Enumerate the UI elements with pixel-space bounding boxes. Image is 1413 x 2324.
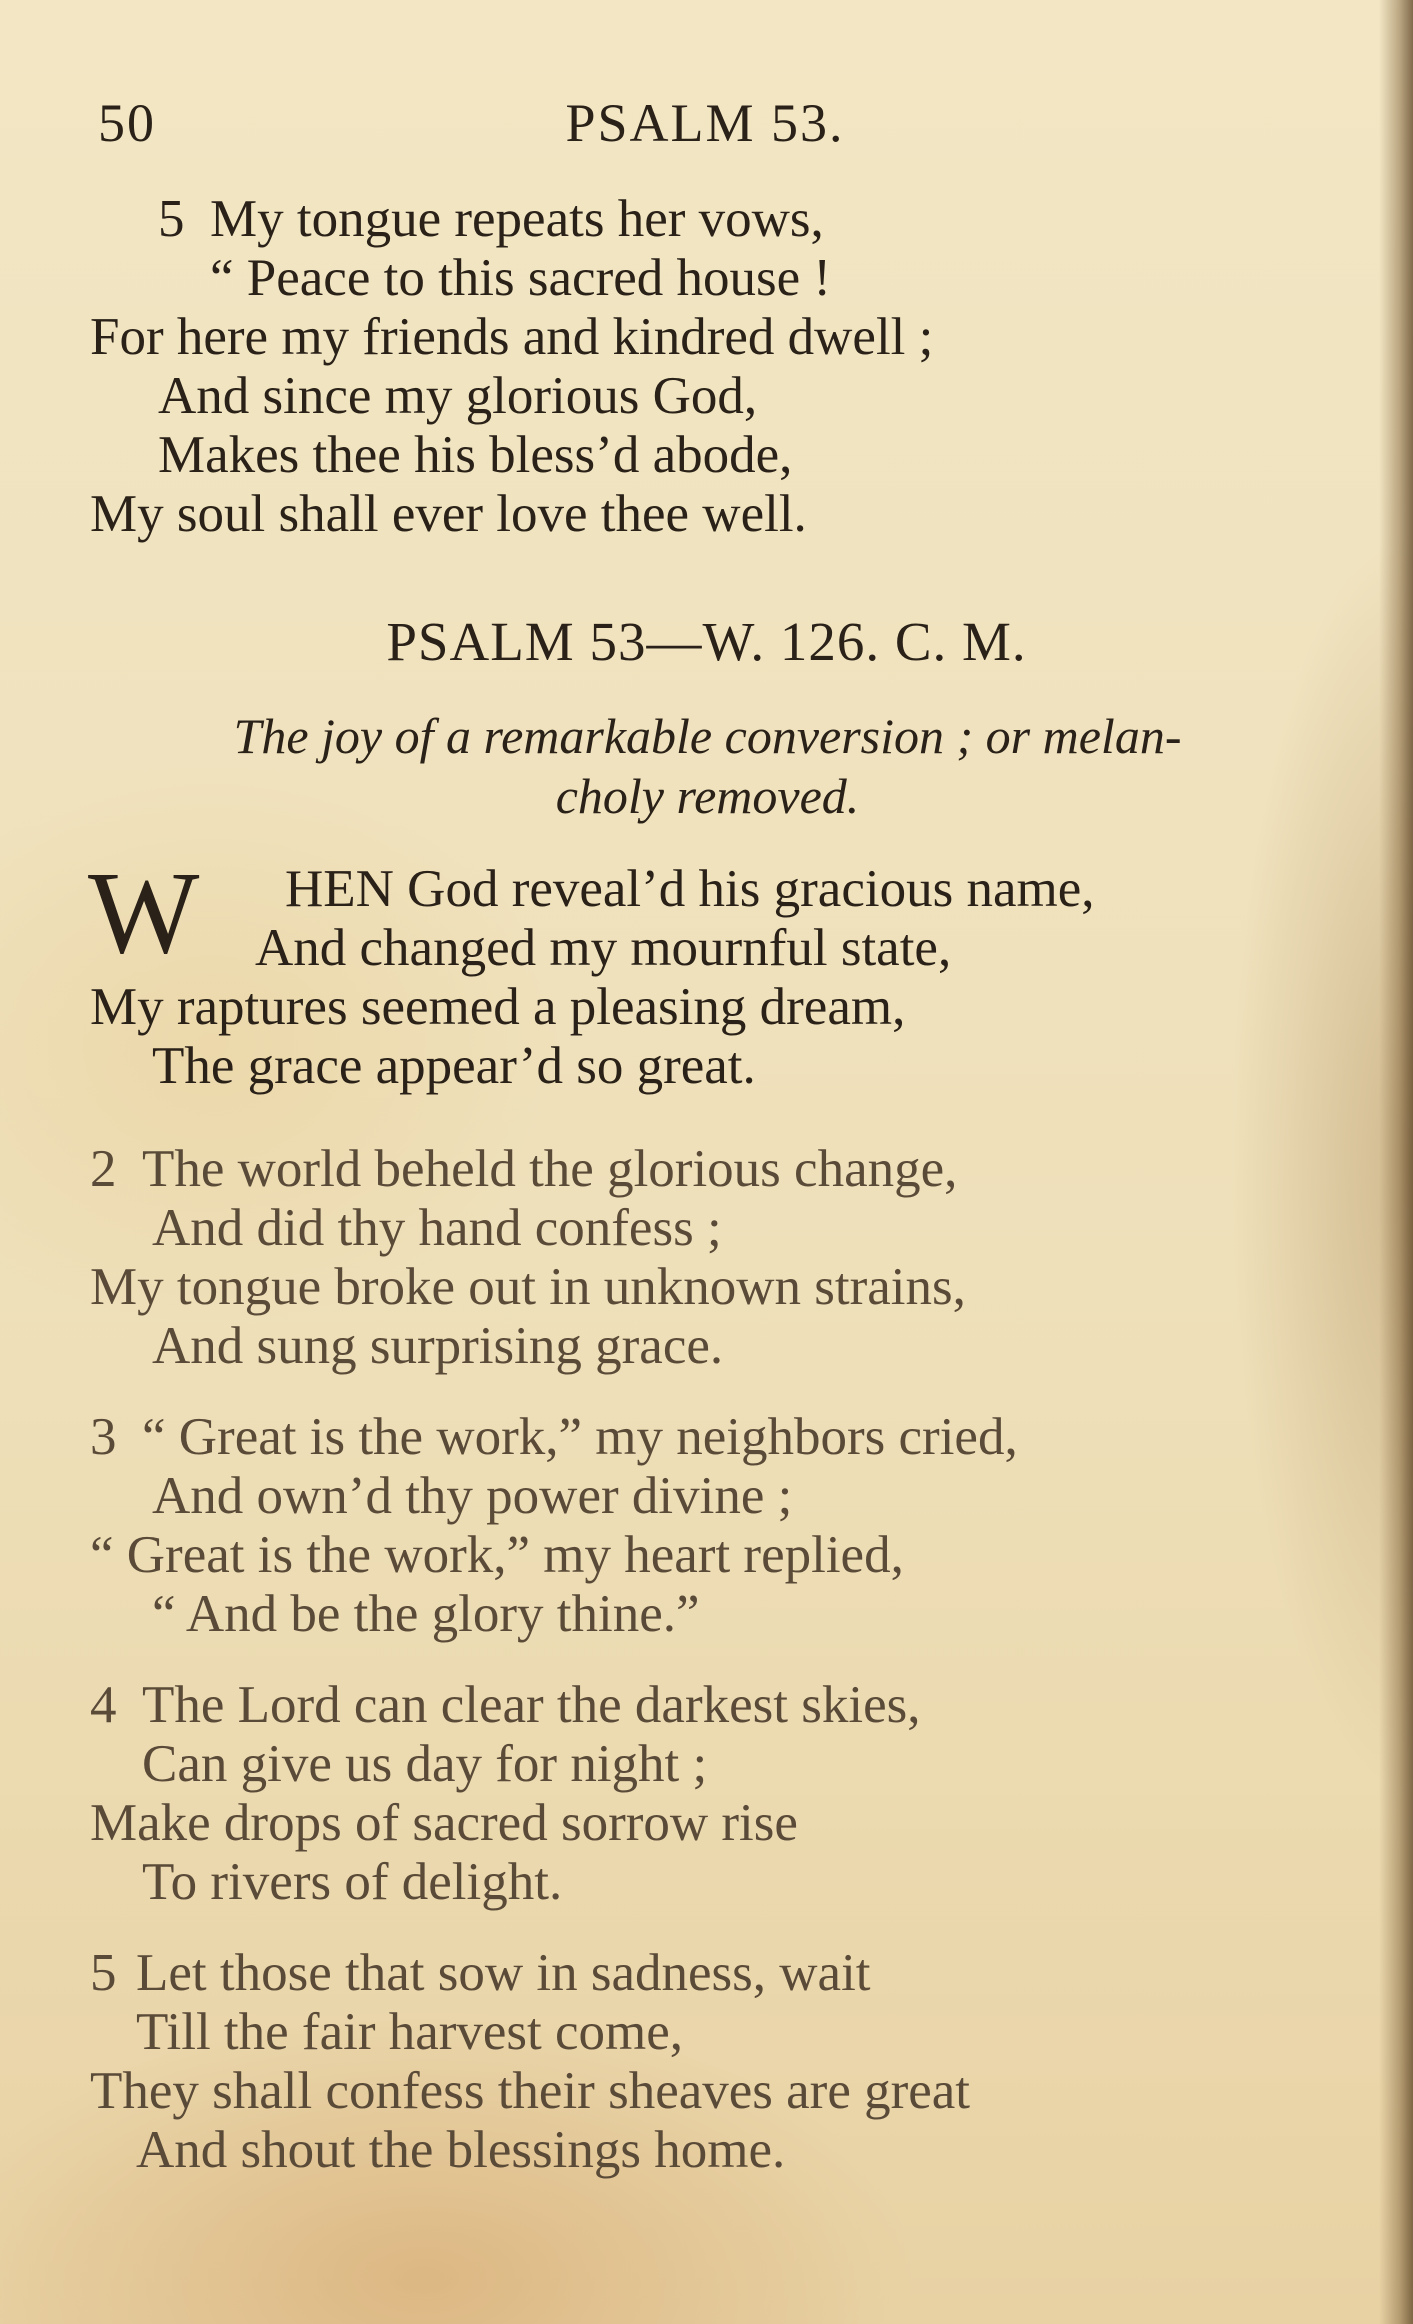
verse-number: 2 [90,1140,117,1198]
verse-number: 5 [90,1944,117,2002]
verse-line: And changed my mournful state, [255,919,952,977]
verse-line: Till the fair harvest come, [136,2003,684,2061]
verse-number: 4 [90,1676,117,1734]
subtitle-line: choly removed. [555,768,860,824]
verse-line: And shout the blessings home. [136,2121,786,2179]
stanza-5 [90,1944,1320,2180]
stanza-4 [90,1676,1320,1912]
verse-line [90,1944,1320,2003]
verse-line: And did thy hand confess ; [152,1199,722,1257]
psalm-subtitle [100,706,1315,826]
verse-number: 3 [90,1408,117,1466]
verse-line [90,1408,1320,1467]
verse-line: They shall confess their sheaves are great [90,2062,971,2120]
stanza-1 [88,847,1320,1096]
verse-line: My raptures seemed a pleasing dream, [90,978,906,1036]
verse-number: 5 [158,190,185,248]
verse-text: “ Great is the work,” my neighbors cried, [142,1408,1018,1466]
verse-line: Makes thee his bless’d abode, [158,426,793,484]
verse-text: The world beheld the glorious change, [142,1140,958,1198]
psalm-title: PSALM 53—W. 126. C. M. [386,611,1027,672]
verse-line: Make drops of sacred sorrow rise [90,1794,798,1852]
verse-line: For here my friends and kindred dwell ; [90,308,934,366]
verse-line: And sung surprising grace. [152,1317,724,1375]
running-head: PSALM 53. [565,93,845,153]
stanza-2 [90,1140,1320,1376]
page-number: 50 [98,93,156,153]
verse-line: HEN God reveal’d his gracious name, [285,860,1095,918]
verse-line: My soul shall ever love thee well. [90,485,807,543]
verse-line [90,1140,1320,1199]
verse-line: And since my glorious God, [158,367,758,425]
verse-line: “ Peace to this sacred house ! [210,249,832,307]
previous-stanza [90,190,1320,544]
verse-line: To rivers of delight. [142,1853,563,1911]
verse-text: Let those that sow in sadness, wait [136,1944,871,2002]
verse-text: The Lord can clear the darkest skies, [142,1676,921,1734]
verse-line: The grace appear’d so great. [152,1037,756,1095]
verse-text: My tongue repeats her vows, [210,190,824,248]
verse-line [90,1676,1320,1735]
verse-line: Can give us day for night ; [142,1735,708,1793]
verse-line: “ And be the glory thine.” [152,1585,700,1643]
verse-line: My tongue broke out in unknown strains, [90,1258,966,1316]
verse-line: And own’d thy power divine ; [152,1467,793,1525]
verse-line [90,190,1320,249]
drop-cap: W [88,847,200,978]
subtitle-line: The joy of a remarkable conversion ; or melan- [233,708,1182,764]
verse-line: “ Great is the work,” my heart replied, [90,1526,904,1584]
page-header [90,92,1320,162]
stanza-3 [90,1408,1320,1644]
page-edge-shadow [1379,0,1413,2324]
